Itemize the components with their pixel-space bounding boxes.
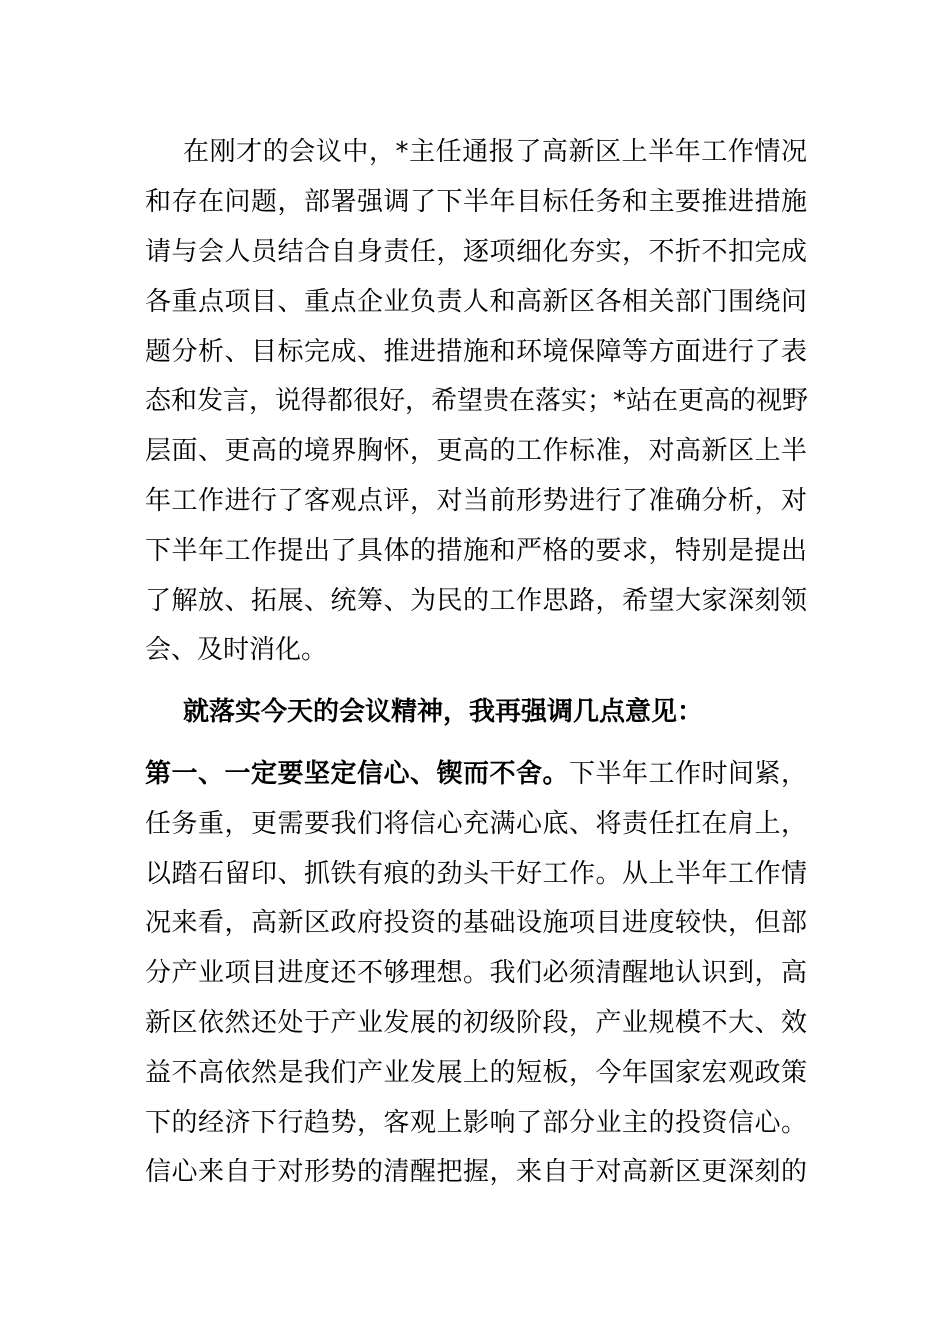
paragraph1-line-7: 层面、更高的境界胸怀，更高的工作标准，对高新区上半	[145, 436, 807, 466]
point1-line-3: 以踏石留印、抓铁有痕的劲头干好工作。从上半年工作情	[145, 859, 807, 889]
point1-line-6: 新区依然还处于产业发展的初级阶段，产业规模不大、效	[145, 1008, 807, 1038]
paragraph1-line-1: 在刚才的会议中，*主任通报了高新区上半年工作情况	[183, 137, 807, 167]
paragraph1-line-5: 题分析、目标完成、推进措施和环境保障等方面进行了表	[145, 337, 807, 367]
point1-line-5: 分产业项目进度还不够理想。我们必须清醒地认识到，高	[145, 958, 807, 988]
paragraph1-line-9: 下半年工作提出了具体的措施和严格的要求，特别是提出	[145, 536, 807, 566]
point1-line-4: 况来看，高新区政府投资的基础设施项目进度较快，但部	[145, 908, 807, 938]
paragraph1-line-10: 了解放、拓展、统筹、为民的工作思路，希望大家深刻领	[145, 586, 807, 616]
point1-first-line	[145, 754, 807, 794]
section-heading: 就落实今天的会议精神，我再强调几点意见：	[183, 697, 704, 727]
paragraph1-line-3: 请与会人员结合自身责任，逐项细化夯实，不折不扣完成	[145, 237, 807, 267]
paragraph1-line-8: 年工作进行了客观点评，对当前形势进行了准确分析，对	[145, 486, 807, 516]
paragraph1-line-2: 和存在问题，部署强调了下半年目标任务和主要推进措施	[145, 187, 807, 217]
point1-first-line-rest: 下半年工作时间紧，	[568, 759, 807, 789]
point1-line-8: 下的经济下行趋势，客观上影响了部分业主的投资信心。	[145, 1108, 807, 1138]
point1-title: 第一、一定要坚定信心、锲而不舍。	[145, 759, 569, 789]
paragraph1-line-6: 态和发言，说得都很好，希望贵在落实；*站在更高的视野	[145, 386, 809, 416]
paragraph1-line-11: 会、及时消化。	[145, 635, 328, 665]
point1-line-2: 任务重，更需要我们将信心充满心底、将责任扛在肩上，	[145, 809, 807, 839]
point1-line-9: 信心来自于对形势的清醒把握，来自于对高新区更深刻的	[145, 1157, 807, 1187]
point1-line-7: 益不高依然是我们产业发展上的短板，今年国家宏观政策	[145, 1058, 807, 1088]
paragraph1-line-4: 各重点项目、重点企业负责人和高新区各相关部门围绕问	[145, 287, 807, 317]
